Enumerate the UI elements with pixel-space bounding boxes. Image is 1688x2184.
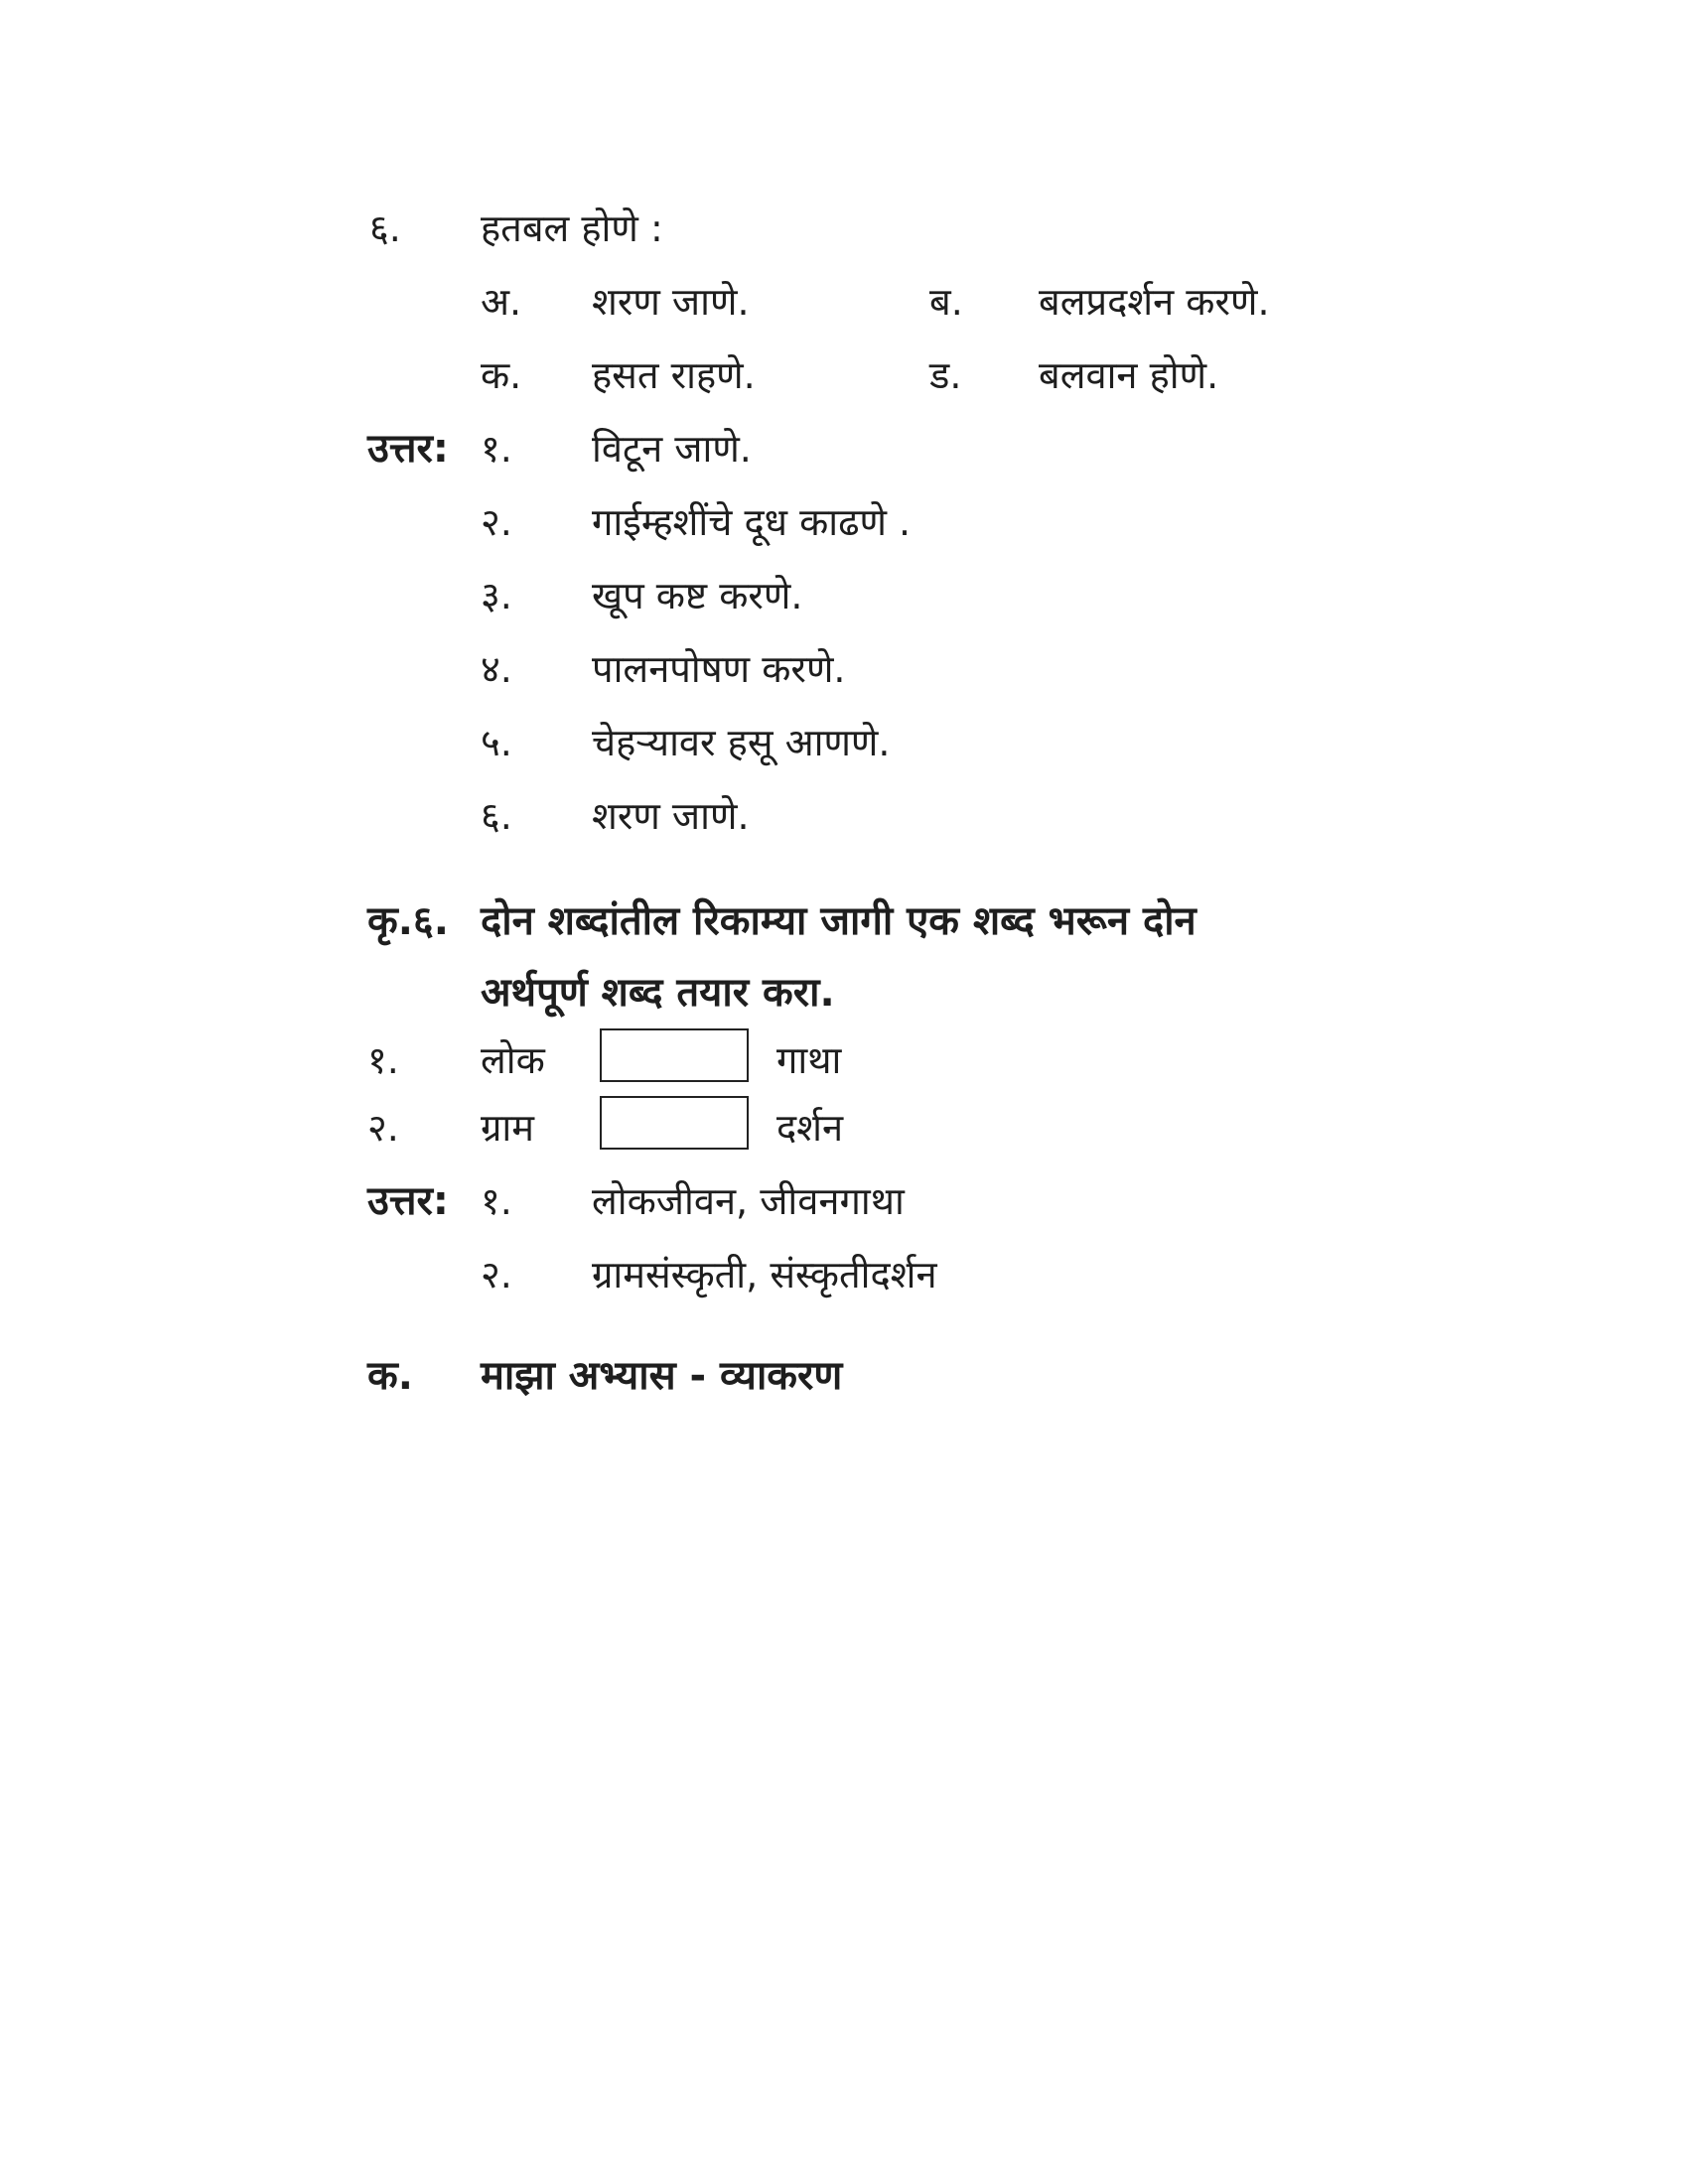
blank-input-box[interactable] [600, 1028, 749, 1082]
answer-number: ३. [481, 574, 512, 617]
section-heading: दोन शब्दांतील रिकाम्या जागी एक शब्द भरून दोन [481, 898, 1196, 944]
answer-text: विटून जाणे. [592, 427, 752, 471]
answer-label: उत्तर: [367, 1178, 449, 1224]
fill-row-number: २. [367, 1106, 399, 1150]
option-text-b: बलप्रदर्शन करणे. [1039, 280, 1270, 324]
answer-text: लोकजीवन, जीवनगाथा [592, 1179, 905, 1223]
fill-row-right-word: गाथा [776, 1038, 842, 1082]
answer-text: शरण जाणे. [592, 794, 750, 838]
answer-number: ५. [481, 721, 512, 764]
fill-row-number: १. [367, 1038, 399, 1082]
answer-number: १. [481, 1179, 512, 1223]
section-heading-continued: अर्थपूर्ण शब्द तयार करा. [481, 970, 835, 1016]
section-title: माझा अभ्यास - व्याकरण [481, 1353, 843, 1399]
section-label: क. [367, 1353, 413, 1399]
question-prompt: हतबल होणे : [481, 206, 663, 250]
answer-number: २. [481, 500, 512, 544]
fill-row-left-word: लोक [481, 1038, 545, 1082]
answer-number: ४. [481, 647, 512, 691]
answer-text: ग्रामसंस्कृती, संस्कृतीदर्शन [592, 1253, 937, 1297]
option-label-d: ड. [929, 353, 962, 397]
answer-text: चेहऱ्यावर हसू आणणे. [592, 721, 891, 764]
answer-number: १. [481, 427, 512, 471]
option-label-a: अ. [481, 280, 522, 324]
blank-input-box[interactable] [600, 1096, 749, 1150]
option-text-d: बलवान होणे. [1039, 353, 1219, 397]
option-label-b: ब. [929, 280, 963, 324]
option-label-c: क. [481, 353, 522, 397]
section-number: कृ.६. [367, 898, 449, 944]
question-number: ६. [369, 206, 401, 250]
answer-text: पालनपोषण करणे. [592, 647, 846, 691]
answer-label: उत्तर: [367, 426, 449, 472]
answer-text: खूप कष्ट करणे. [592, 574, 803, 617]
answer-text: गाईम्हशींचे दूध काढणे . [592, 500, 912, 544]
fill-row-left-word: ग्राम [481, 1106, 534, 1150]
option-text-a: शरण जाणे. [592, 280, 750, 324]
answer-number: ६. [481, 794, 512, 838]
answer-number: २. [481, 1253, 512, 1297]
option-text-c: हसत राहणे. [592, 353, 756, 397]
fill-row-right-word: दर्शन [776, 1106, 844, 1150]
